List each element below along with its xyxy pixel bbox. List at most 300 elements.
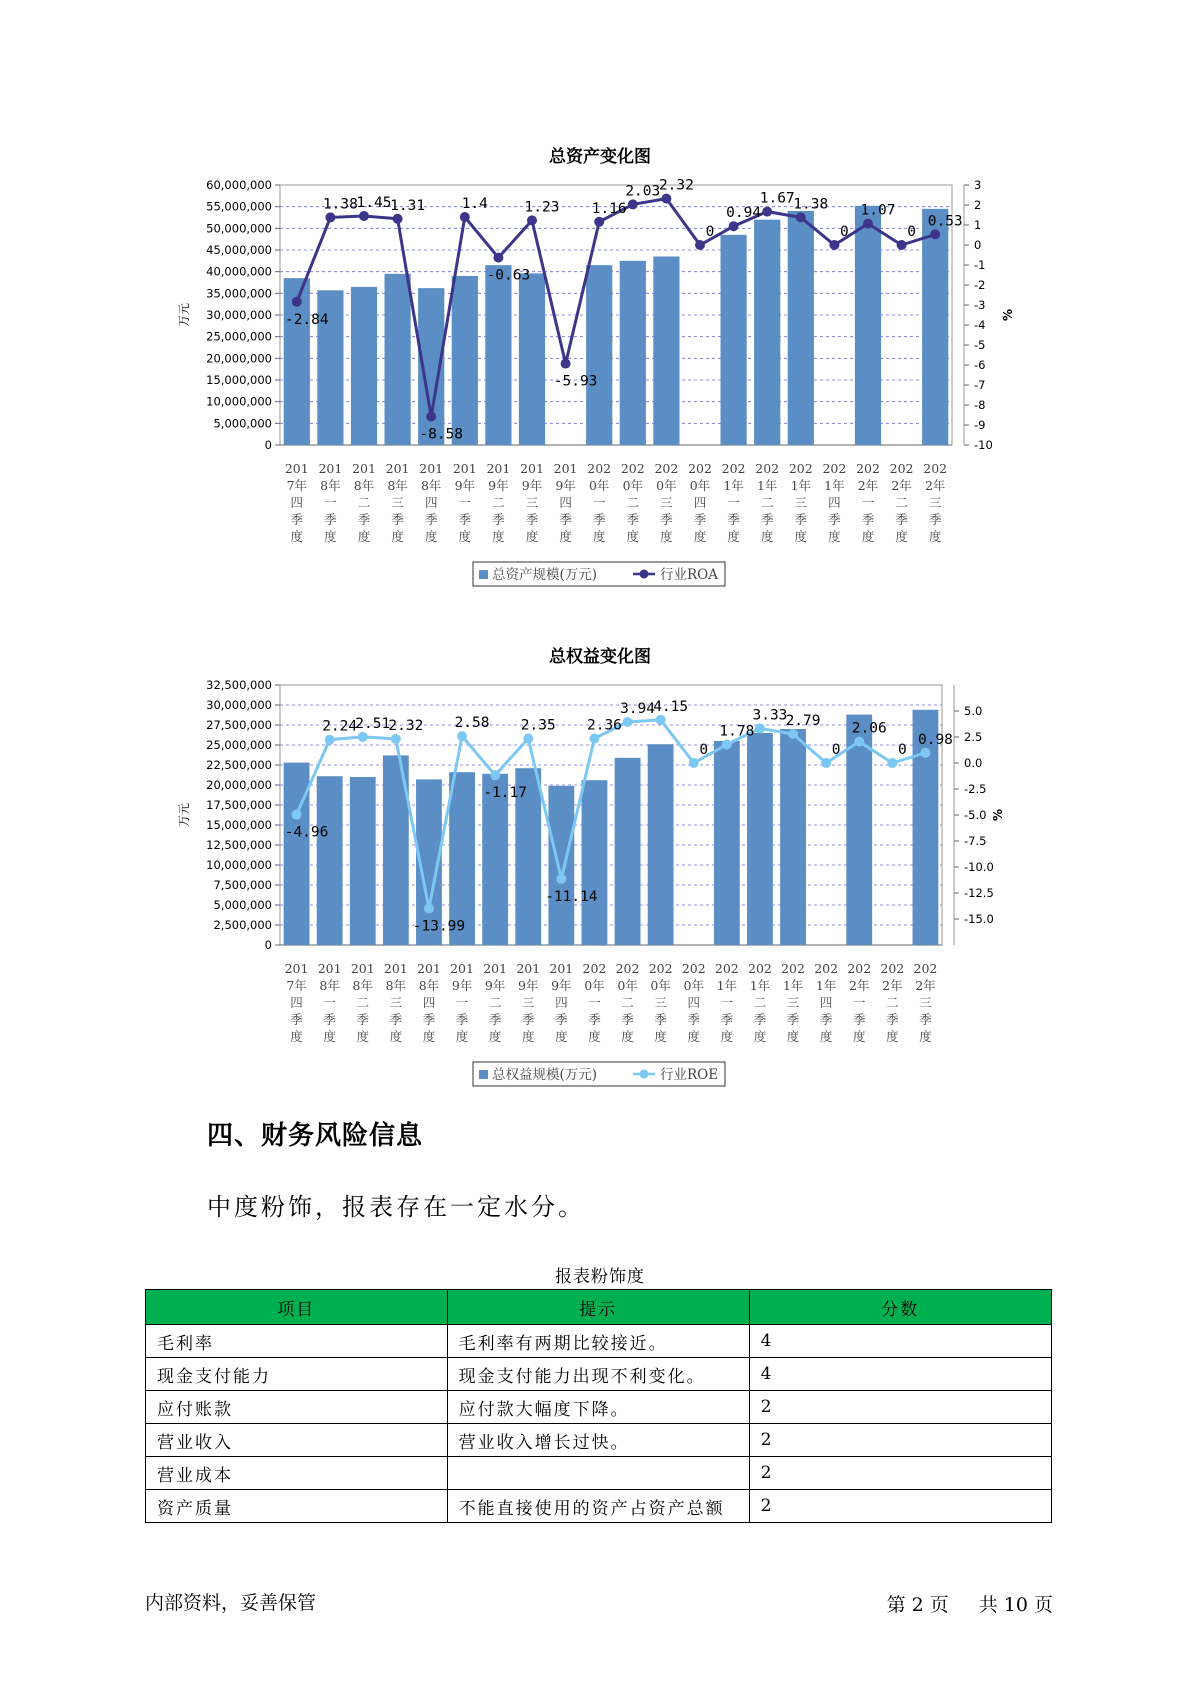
series-point [359, 211, 369, 221]
x-tick-label: 度 [687, 1029, 701, 1044]
x-tick-label: 三 [654, 995, 667, 1010]
right-axis-tick-label: -1 [974, 258, 986, 272]
cell-score: 2 [749, 1424, 1051, 1457]
legend-bar-label: 总权益规模(万元) [492, 1067, 598, 1083]
x-tick-label: 季 [687, 1012, 701, 1027]
x-tick-label: 度 [324, 529, 337, 544]
x-tick-label: 季 [654, 1012, 667, 1027]
left-axis-tick-label: 0 [264, 438, 272, 452]
x-tick-label: 1年 [723, 478, 744, 493]
series-point [656, 715, 666, 725]
x-tick-label: 2年 [924, 478, 946, 493]
x-tick-label: 度 [654, 1029, 667, 1044]
left-axis-tick-label: 5,000,000 [213, 416, 272, 431]
series-point [729, 221, 739, 231]
bar [720, 235, 746, 445]
series-point [457, 731, 467, 741]
x-tick-label: 201 [516, 961, 541, 976]
x-tick-label: 四 [422, 995, 436, 1010]
x-tick-label: 度 [458, 529, 472, 544]
bar [384, 274, 410, 445]
x-tick-label: 202 [681, 961, 706, 976]
x-tick-label: 三 [391, 495, 404, 510]
left-axis-tick-label: 45,000,000 [206, 243, 272, 257]
series-point [762, 207, 772, 217]
cell-item: 营业成本 [146, 1457, 448, 1490]
x-tick-label: 201 [318, 461, 343, 476]
series-point [821, 758, 831, 768]
legend-bar-label: 总资产规模(万元) [492, 567, 598, 583]
x-tick-label: 一 [727, 495, 740, 510]
x-tick-label: 9年 [518, 978, 539, 993]
table-row [146, 1490, 1052, 1523]
x-tick-label: 2年 [891, 478, 912, 493]
series-point [854, 737, 864, 747]
right-axis-tick-label: -3 [974, 298, 986, 312]
x-tick-label: 度 [828, 529, 841, 544]
x-tick-label: 季 [389, 1012, 403, 1027]
series-point [393, 214, 403, 224]
x-tick-label: 季 [290, 1012, 303, 1027]
left-axis-tick-label: 55,000,000 [206, 199, 272, 214]
x-tick-label: 202 [748, 961, 772, 976]
x-tick-label: 8年 [320, 478, 341, 493]
x-tick-label: 度 [886, 1029, 899, 1044]
x-tick-label: 1年 [716, 978, 738, 993]
x-tick-label: 度 [555, 1029, 568, 1044]
x-tick-label: 二 [356, 995, 370, 1010]
x-tick-label: 8年 [353, 478, 375, 493]
right-axis-tick-label: -15.0 [964, 912, 994, 926]
cell-hint: 营业收入增长过快。 [447, 1424, 749, 1457]
left-axis-tick-label: 60,000,000 [206, 178, 272, 192]
x-tick-label: 季 [928, 512, 942, 527]
page-number: 2 [911, 1594, 924, 1616]
cell-hint: 现金支付能力出现不利变化。 [447, 1358, 749, 1391]
bar [922, 209, 948, 445]
x-tick-label: 四 [819, 995, 833, 1010]
cell-score: 2 [749, 1391, 1051, 1424]
right-axis-title: % [1001, 308, 1015, 322]
data-label: 2.51 [355, 715, 391, 732]
bar [754, 220, 780, 445]
x-tick-label: 四 [828, 495, 841, 510]
x-tick-label: 季 [424, 512, 438, 527]
series-point [556, 874, 566, 884]
data-label: 2.32 [658, 177, 694, 194]
x-tick-label: 季 [455, 1012, 469, 1027]
right-axis-tick-label: -7 [974, 378, 986, 392]
data-label: -11.14 [545, 888, 598, 905]
x-tick-label: 9年 [521, 478, 543, 493]
x-tick-label: 度 [660, 529, 673, 544]
right-axis-tick-label: -12.5 [964, 886, 994, 900]
x-tick-label: 2年 [849, 978, 870, 993]
x-tick-label: 201 [483, 961, 508, 976]
left-axis-tick-label: 10,000,000 [206, 394, 272, 409]
x-tick-label: 三 [525, 495, 539, 510]
x-tick-label: 季 [852, 1012, 866, 1027]
right-axis-title: % [991, 808, 1005, 822]
x-tick-label: 一 [458, 495, 472, 510]
data-label: 0.98 [917, 731, 953, 748]
bar [485, 265, 511, 445]
x-tick-label: 201 [520, 461, 544, 476]
total-prefix: 共 [978, 1594, 998, 1616]
left-axis-tick-label: 15,000,000 [206, 818, 272, 832]
cell-hint [447, 1457, 749, 1490]
left-axis-tick-label: 32,500,000 [206, 678, 272, 692]
x-tick-label: 季 [422, 1012, 436, 1027]
x-tick-label: 季 [753, 1012, 767, 1027]
left-axis-tick-label: 20,000,000 [206, 778, 272, 792]
data-label: 1.78 [719, 723, 755, 740]
x-tick-label: 一 [455, 995, 469, 1010]
right-axis-tick-label: -8 [974, 398, 986, 412]
series-point [426, 412, 436, 422]
left-axis-tick-label: 0 [264, 938, 272, 952]
bar [747, 733, 773, 945]
x-tick-label: 度 [626, 529, 640, 544]
x-tick-label: 201 [417, 961, 441, 976]
header-item: 项目 [146, 1290, 448, 1325]
x-tick-label: 7年 [286, 478, 308, 493]
data-label: 1.38 [322, 196, 358, 213]
left-axis-tick-label: 2,500,000 [213, 918, 272, 932]
x-tick-label: 度 [786, 1029, 800, 1044]
x-tick-label: 季 [919, 1012, 932, 1027]
x-tick-label: 二 [488, 995, 502, 1010]
bar [855, 206, 881, 445]
data-label: 2.32 [388, 717, 424, 734]
x-tick-label: 度 [895, 529, 908, 544]
left-axis-tick-label: 25,000,000 [206, 329, 272, 344]
legend-line-marker [640, 570, 649, 579]
bar [582, 780, 608, 945]
right-axis-tick-label: -10 [974, 438, 993, 452]
left-axis-tick-label: 17,500,000 [206, 798, 272, 812]
x-tick-label: 2年 [857, 478, 879, 493]
data-label: 1.23 [524, 199, 560, 216]
x-tick-label: 201 [450, 961, 474, 976]
x-tick-label: 度 [588, 1029, 601, 1044]
x-tick-label: 三 [794, 495, 808, 510]
series-point [863, 219, 873, 229]
series-point [325, 212, 335, 222]
x-tick-label: 201 [385, 461, 410, 476]
x-tick-label: 201 [352, 461, 376, 476]
x-tick-label: 9年 [454, 478, 476, 493]
x-tick-label: 201 [452, 461, 477, 476]
x-tick-label: 度 [727, 529, 740, 544]
series-point [920, 748, 930, 758]
series-point [897, 240, 907, 250]
bar [780, 729, 806, 945]
left-axis-tick-label: 27,500,000 [206, 718, 272, 732]
cell-item: 现金支付能力 [146, 1358, 448, 1391]
right-axis-tick-label: 2 [974, 198, 982, 212]
total-equity-chart [0, 630, 1191, 1100]
cell-hint: 不能直接使用的资产占资产总额 [447, 1490, 749, 1523]
left-axis-tick-label: 50,000,000 [206, 221, 272, 236]
x-tick-label: 三 [660, 495, 673, 510]
data-label: 0 [831, 742, 841, 758]
x-tick-label: 二 [357, 495, 371, 510]
x-tick-label: 季 [819, 1012, 833, 1027]
x-tick-label: 8年 [420, 478, 442, 493]
x-tick-label: 度 [525, 529, 539, 544]
x-tick-label: 季 [660, 512, 673, 527]
left-axis-tick-label: 35,000,000 [206, 286, 272, 301]
footer-confidential: 内部资料，妥善保管 [145, 1592, 317, 1614]
x-tick-label: 度 [693, 529, 707, 544]
x-tick-label: 季 [492, 512, 505, 527]
cell-score: 2 [749, 1457, 1051, 1490]
series-point [594, 217, 604, 227]
x-tick-label: 201 [317, 961, 342, 976]
x-tick-label: 202 [788, 461, 813, 476]
series-point [829, 240, 839, 250]
cell-score: 2 [749, 1490, 1051, 1523]
x-tick-label: 一 [592, 495, 606, 510]
x-tick-label: 度 [819, 1029, 833, 1044]
data-label: 0 [705, 224, 715, 240]
x-tick-label: 季 [488, 1012, 502, 1027]
x-tick-label: 202 [615, 961, 640, 976]
page-unit: 页 [929, 1594, 949, 1616]
left-axis-tick-label: 12,500,000 [206, 838, 272, 852]
x-tick-label: 季 [828, 512, 841, 527]
x-tick-label: 9年 [488, 478, 509, 493]
data-label: 1.45 [356, 195, 392, 211]
x-tick-label: 四 [424, 495, 438, 510]
risk-summary: 中度粉饰，报表存在一定水分。 [207, 1193, 585, 1221]
x-tick-label: 一 [720, 995, 734, 1010]
x-tick-label: 202 [781, 961, 805, 976]
data-label: 1.67 [759, 190, 795, 207]
table-caption: 报表粉饰度 [555, 1267, 645, 1287]
header-hint: 提示 [447, 1290, 749, 1325]
data-label: 3.33 [752, 707, 788, 724]
data-label: 2.35 [520, 717, 556, 734]
x-tick-label: 一 [852, 995, 866, 1010]
x-tick-label: 二 [895, 495, 908, 510]
x-tick-label: 0年 [622, 478, 644, 493]
data-label: -5.93 [553, 373, 598, 390]
x-tick-label: 一 [588, 995, 601, 1010]
x-tick-label: 201 [383, 961, 408, 976]
x-tick-label: 度 [720, 1029, 734, 1044]
bar [350, 777, 376, 945]
left-axis-tick-label: 30,000,000 [206, 698, 272, 712]
x-tick-label: 8年 [385, 978, 407, 993]
x-tick-label: 二 [621, 995, 634, 1010]
x-tick-label: 季 [357, 512, 371, 527]
x-tick-label: 四 [693, 495, 707, 510]
data-label: -4.96 [284, 824, 329, 841]
left-axis-tick-label: 15,000,000 [206, 373, 272, 387]
x-tick-label: 三 [786, 995, 800, 1010]
right-axis-tick-label: 1 [974, 218, 982, 232]
x-tick-label: 季 [588, 1012, 601, 1027]
risk-table [145, 1289, 1052, 1523]
series-point [561, 359, 571, 369]
x-tick-label: 度 [290, 1029, 303, 1044]
x-tick-label: 度 [559, 529, 572, 544]
x-tick-label: 202 [648, 961, 673, 976]
x-tick-label: 202 [755, 461, 780, 476]
x-tick-label: 度 [753, 1029, 767, 1044]
x-tick-label: 季 [786, 1012, 800, 1027]
total-assets-chart-svg [0, 130, 1191, 600]
right-axis-tick-label: -4 [974, 318, 986, 332]
x-tick-label: 季 [720, 1012, 734, 1027]
right-axis-tick-label: -6 [974, 358, 986, 372]
x-tick-label: 季 [794, 512, 808, 527]
legend-line-label: 行业ROA [660, 567, 718, 583]
x-tick-label: 202 [889, 461, 914, 476]
x-tick-label: 四 [687, 995, 701, 1010]
left-axis-tick-label: 7,500,000 [213, 878, 272, 892]
x-tick-label: 2年 [915, 978, 936, 993]
x-tick-label: 201 [486, 461, 511, 476]
data-label: -8.58 [419, 426, 464, 443]
x-tick-label: 1年 [790, 478, 812, 493]
x-tick-label: 1年 [782, 978, 804, 993]
section-heading: 四、财务风险信息 [207, 1121, 424, 1151]
x-tick-label: 202 [856, 461, 880, 476]
series-point [788, 729, 798, 739]
cell-item: 应付账款 [146, 1391, 448, 1424]
footer-page-number [881, 1590, 1053, 1617]
x-tick-label: 202 [587, 461, 612, 476]
x-tick-label: 度 [357, 529, 371, 544]
x-tick-label: 季 [391, 512, 404, 527]
x-tick-label: 四 [290, 495, 304, 510]
series-point [292, 810, 302, 820]
left-axis-title: 万元 [177, 802, 191, 828]
x-tick-label: 度 [424, 529, 438, 544]
x-tick-label: 四 [555, 995, 568, 1010]
x-tick-label: 季 [693, 512, 707, 527]
right-axis-tick-label: 0.0 [964, 756, 983, 770]
x-tick-label: 季 [760, 512, 774, 527]
bar [714, 741, 740, 945]
x-tick-label: 202 [620, 461, 645, 476]
x-tick-label: 度 [621, 1029, 634, 1044]
x-tick-label: 度 [492, 529, 505, 544]
data-label: 2.03 [625, 183, 661, 200]
bar [351, 287, 377, 445]
data-label: 0 [840, 224, 849, 240]
x-tick-label: 季 [555, 1012, 568, 1027]
x-tick-label: 度 [389, 1029, 403, 1044]
left-axis-tick-label: 30,000,000 [206, 308, 272, 322]
cell-hint: 毛利率有两期比较接近。 [447, 1325, 749, 1358]
data-label: 1.4 [461, 196, 488, 212]
bar [620, 261, 646, 445]
table-header-row [146, 1290, 1052, 1325]
data-label: -2.84 [284, 311, 329, 328]
x-tick-label: 9年 [555, 478, 576, 493]
x-tick-label: 三 [919, 995, 932, 1010]
x-tick-label: 8年 [319, 978, 340, 993]
x-tick-label: 1年 [824, 478, 845, 493]
x-tick-label: 季 [525, 512, 539, 527]
series-point [628, 199, 638, 209]
x-tick-label: 度 [488, 1029, 502, 1044]
x-tick-label: 度 [521, 1029, 535, 1044]
data-label: 0 [897, 742, 907, 758]
x-tick-label: 9年 [484, 978, 506, 993]
x-tick-label: 度 [592, 529, 606, 544]
left-axis-title: 万元 [177, 302, 191, 328]
x-tick-label: 0年 [650, 978, 671, 993]
table-row [146, 1358, 1052, 1391]
table-row [146, 1325, 1052, 1358]
x-tick-label: 度 [794, 529, 808, 544]
x-tick-label: 三 [389, 995, 403, 1010]
x-tick-label: 202 [923, 461, 948, 476]
x-tick-label: 201 [553, 461, 578, 476]
table-row [146, 1391, 1052, 1424]
data-label: -1.17 [483, 785, 527, 802]
right-axis-tick-label: 5.0 [964, 704, 983, 718]
left-axis-tick-label: 10,000,000 [206, 858, 272, 872]
right-axis-tick-label: -5 [974, 338, 986, 352]
data-label: 1.38 [793, 196, 829, 213]
x-tick-label: 202 [721, 461, 746, 476]
series-point [424, 903, 434, 913]
x-tick-label: 201 [284, 961, 309, 976]
data-label: 1.07 [860, 202, 896, 219]
bar [452, 276, 478, 445]
data-label: -13.99 [412, 918, 466, 935]
series-point [623, 717, 633, 727]
right-axis-tick-label: -10.0 [964, 860, 994, 874]
x-tick-label: 0年 [656, 478, 677, 493]
x-tick-label: 202 [880, 961, 905, 976]
x-tick-label: 季 [886, 1012, 899, 1027]
bar [648, 744, 674, 945]
x-tick-label: 季 [621, 1012, 634, 1027]
x-tick-label: 季 [626, 512, 640, 527]
data-label: 1.16 [591, 200, 627, 217]
x-tick-label: 季 [521, 1012, 535, 1027]
data-label: 4.15 [653, 698, 689, 715]
total-assets-chart [0, 130, 1191, 600]
data-label: 3.94 [620, 701, 656, 718]
cell-hint: 应付款大幅度下降。 [447, 1391, 749, 1424]
bar [317, 776, 343, 945]
x-tick-label: 202 [654, 461, 679, 476]
x-tick-label: 季 [458, 512, 472, 527]
x-tick-label: 8年 [418, 978, 440, 993]
series-point [325, 735, 335, 745]
series-point [930, 229, 940, 239]
left-axis-tick-label: 25,000,000 [206, 738, 272, 752]
right-axis-tick-label: -2 [974, 278, 986, 292]
page-prefix: 第 [886, 1594, 906, 1616]
cell-item: 资产质量 [146, 1490, 448, 1523]
right-axis-tick-label: 0 [974, 238, 982, 252]
series-point [292, 297, 302, 307]
x-tick-label: 三 [521, 995, 535, 1010]
data-label: 2.58 [454, 715, 490, 732]
x-tick-label: 202 [913, 961, 938, 976]
data-label: 2.36 [586, 717, 622, 734]
x-tick-label: 度 [919, 1029, 932, 1044]
